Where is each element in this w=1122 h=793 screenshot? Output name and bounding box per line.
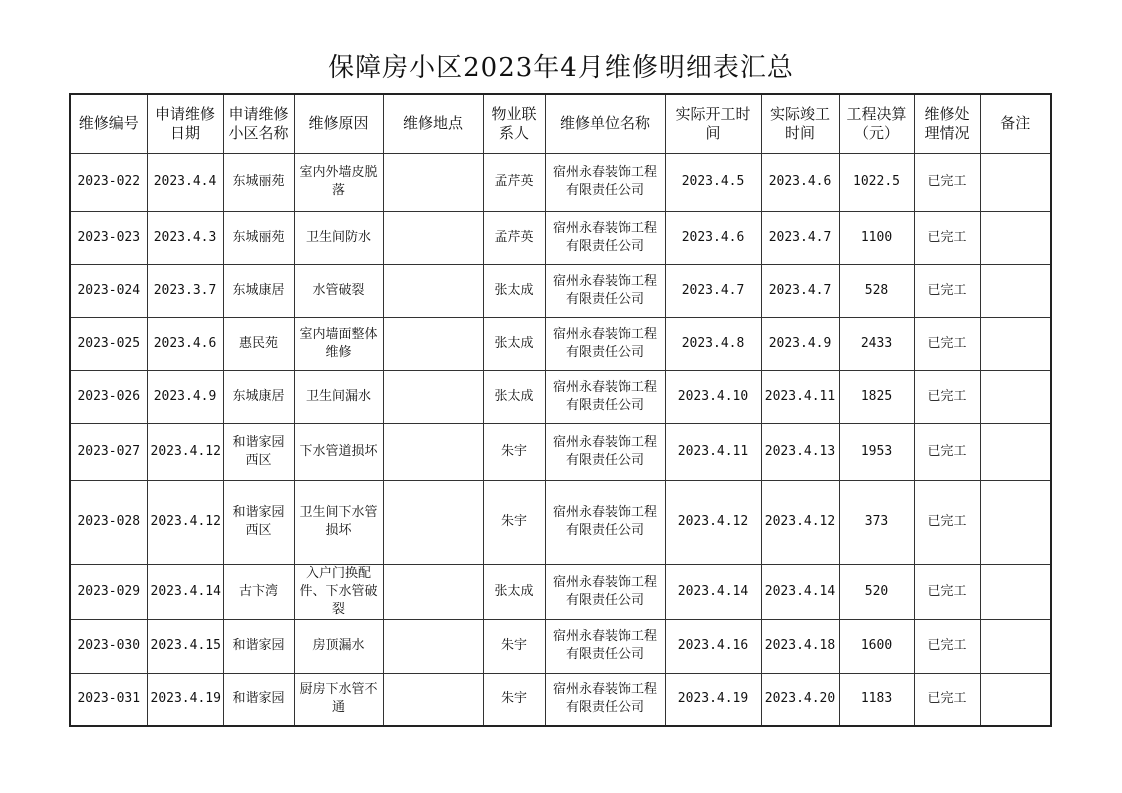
table-row (70, 264, 1051, 317)
cell-contact: 朱宇 (483, 673, 545, 726)
header-apply-date: 申请维修日期 (147, 94, 223, 153)
cell-contractor: 宿州永春装饰工程有限责任公司 (545, 619, 665, 673)
cell-contact: 张太成 (483, 317, 545, 370)
cell-apply-date: 2023.4.19 (147, 673, 223, 726)
cell-remarks (980, 619, 1051, 673)
table-row (70, 317, 1051, 370)
cell-contact: 张太成 (483, 564, 545, 619)
cell-location (383, 153, 483, 211)
cell-contractor: 宿州永春装饰工程有限责任公司 (545, 370, 665, 423)
cell-cost: 1600 (839, 619, 914, 673)
cell-apply-date: 2023.4.6 (147, 317, 223, 370)
cell-end-date: 2023.4.7 (761, 264, 839, 317)
cell-end-date: 2023.4.6 (761, 153, 839, 211)
cell-status: 已完工 (914, 619, 980, 673)
cell-apply-date: 2023.4.4 (147, 153, 223, 211)
cell-repair-no: 2023-025 (70, 317, 147, 370)
cell-cost: 520 (839, 564, 914, 619)
cell-cost: 1022.5 (839, 153, 914, 211)
cell-contact: 朱宇 (483, 619, 545, 673)
cell-cost: 528 (839, 264, 914, 317)
cell-start-date: 2023.4.14 (665, 564, 761, 619)
cell-start-date: 2023.4.19 (665, 673, 761, 726)
cell-cost: 2433 (839, 317, 914, 370)
table-row (70, 153, 1051, 211)
cell-remarks (980, 317, 1051, 370)
cell-remarks (980, 211, 1051, 264)
cell-status: 已完工 (914, 480, 980, 564)
table-row (70, 370, 1051, 423)
cell-reason: 厨房下水管不通 (294, 673, 383, 726)
cell-status: 已完工 (914, 370, 980, 423)
cell-reason: 室内外墙皮脱落 (294, 153, 383, 211)
cell-contact: 孟芹英 (483, 153, 545, 211)
cell-contractor: 宿州永春装饰工程有限责任公司 (545, 264, 665, 317)
cell-repair-no: 2023-030 (70, 619, 147, 673)
table-row (70, 564, 1051, 619)
table-row (70, 211, 1051, 264)
cell-contractor: 宿州永春装饰工程有限责任公司 (545, 423, 665, 480)
cell-repair-no: 2023-027 (70, 423, 147, 480)
cell-location (383, 564, 483, 619)
table-header-row (70, 94, 1051, 153)
cell-contact: 朱宇 (483, 480, 545, 564)
header-contact: 物业联系人 (483, 94, 545, 153)
cell-end-date: 2023.4.12 (761, 480, 839, 564)
cell-start-date: 2023.4.10 (665, 370, 761, 423)
table-row (70, 619, 1051, 673)
cell-end-date: 2023.4.7 (761, 211, 839, 264)
cell-repair-no: 2023-023 (70, 211, 147, 264)
cell-cost: 1825 (839, 370, 914, 423)
cell-cost: 1953 (839, 423, 914, 480)
cell-repair-no: 2023-031 (70, 673, 147, 726)
cell-remarks (980, 564, 1051, 619)
cell-community: 和谐家园 (223, 619, 294, 673)
cell-reason: 室内墙面整体维修 (294, 317, 383, 370)
cell-contractor: 宿州永春装饰工程有限责任公司 (545, 673, 665, 726)
cell-contractor: 宿州永春装饰工程有限责任公司 (545, 480, 665, 564)
page-title: 保障房小区2023年4月维修明细表汇总 (328, 53, 794, 83)
cell-contractor: 宿州永春装饰工程有限责任公司 (545, 317, 665, 370)
cell-repair-no: 2023-026 (70, 370, 147, 423)
cell-contractor: 宿州永春装饰工程有限责任公司 (545, 153, 665, 211)
cell-community: 东城康居 (223, 264, 294, 317)
cell-remarks (980, 480, 1051, 564)
cell-reason: 下水管道损坏 (294, 423, 383, 480)
cell-community: 和谐家园西区 (223, 480, 294, 564)
cell-apply-date: 2023.4.3 (147, 211, 223, 264)
cell-repair-no: 2023-022 (70, 153, 147, 211)
cell-end-date: 2023.4.9 (761, 317, 839, 370)
cell-community: 和谐家园 (223, 673, 294, 726)
cell-location (383, 673, 483, 726)
cell-status: 已完工 (914, 211, 980, 264)
cell-community: 东城康居 (223, 370, 294, 423)
cell-apply-date: 2023.4.14 (147, 564, 223, 619)
cell-end-date: 2023.4.18 (761, 619, 839, 673)
cell-remarks (980, 264, 1051, 317)
cell-location (383, 619, 483, 673)
header-remarks: 备注 (980, 94, 1051, 153)
cell-reason: 入户门换配件、下水管破裂 (294, 564, 383, 619)
header-repair-no: 维修编号 (70, 94, 147, 153)
cell-location (383, 370, 483, 423)
cell-contact: 孟芹英 (483, 211, 545, 264)
cell-reason: 卫生间漏水 (294, 370, 383, 423)
header-end-date: 实际竣工时间 (761, 94, 839, 153)
cell-end-date: 2023.4.13 (761, 423, 839, 480)
header-community: 申请维修小区名称 (223, 94, 294, 153)
table-row (70, 480, 1051, 564)
header-start-date: 实际开工时间 (665, 94, 761, 153)
cell-contractor: 宿州永春装饰工程有限责任公司 (545, 564, 665, 619)
cell-reason: 水管破裂 (294, 264, 383, 317)
cell-repair-no: 2023-028 (70, 480, 147, 564)
cell-reason: 卫生间下水管损坏 (294, 480, 383, 564)
header-contractor: 维修单位名称 (545, 94, 665, 153)
header-cost: 工程决算（元） (839, 94, 914, 153)
cell-repair-no: 2023-029 (70, 564, 147, 619)
cell-start-date: 2023.4.6 (665, 211, 761, 264)
cell-remarks (980, 370, 1051, 423)
cell-cost: 1100 (839, 211, 914, 264)
cell-remarks (980, 153, 1051, 211)
cell-apply-date: 2023.3.7 (147, 264, 223, 317)
table-body (70, 153, 1051, 726)
cell-contact: 张太成 (483, 264, 545, 317)
cell-apply-date: 2023.4.15 (147, 619, 223, 673)
header-status: 维修处理情况 (914, 94, 980, 153)
header-location: 维修地点 (383, 94, 483, 153)
cell-apply-date: 2023.4.12 (147, 423, 223, 480)
cell-community: 东城丽苑 (223, 211, 294, 264)
cell-community: 和谐家园西区 (223, 423, 294, 480)
cell-start-date: 2023.4.16 (665, 619, 761, 673)
cell-apply-date: 2023.4.9 (147, 370, 223, 423)
cell-repair-no: 2023-024 (70, 264, 147, 317)
cell-cost: 373 (839, 480, 914, 564)
cell-location (383, 211, 483, 264)
cell-status: 已完工 (914, 264, 980, 317)
cell-status: 已完工 (914, 564, 980, 619)
table-row (70, 673, 1051, 726)
cell-remarks (980, 423, 1051, 480)
cell-contractor: 宿州永春装饰工程有限责任公司 (545, 211, 665, 264)
cell-apply-date: 2023.4.12 (147, 480, 223, 564)
cell-status: 已完工 (914, 153, 980, 211)
cell-start-date: 2023.4.5 (665, 153, 761, 211)
cell-reason: 房顶漏水 (294, 619, 383, 673)
cell-location (383, 317, 483, 370)
cell-end-date: 2023.4.14 (761, 564, 839, 619)
cell-community: 惠民苑 (223, 317, 294, 370)
cell-location (383, 264, 483, 317)
cell-community: 古卞湾 (223, 564, 294, 619)
cell-contact: 张太成 (483, 370, 545, 423)
cell-end-date: 2023.4.20 (761, 673, 839, 726)
cell-remarks (980, 673, 1051, 726)
cell-contact: 朱宇 (483, 423, 545, 480)
header-reason: 维修原因 (294, 94, 383, 153)
cell-status: 已完工 (914, 317, 980, 370)
cell-status: 已完工 (914, 423, 980, 480)
cell-location (383, 423, 483, 480)
cell-end-date: 2023.4.11 (761, 370, 839, 423)
cell-start-date: 2023.4.11 (665, 423, 761, 480)
cell-cost: 1183 (839, 673, 914, 726)
repair-detail-table (69, 93, 1052, 727)
cell-status: 已完工 (914, 673, 980, 726)
cell-community: 东城丽苑 (223, 153, 294, 211)
table-row (70, 423, 1051, 480)
cell-start-date: 2023.4.7 (665, 264, 761, 317)
cell-start-date: 2023.4.12 (665, 480, 761, 564)
cell-start-date: 2023.4.8 (665, 317, 761, 370)
cell-location (383, 480, 483, 564)
cell-reason: 卫生间防水 (294, 211, 383, 264)
